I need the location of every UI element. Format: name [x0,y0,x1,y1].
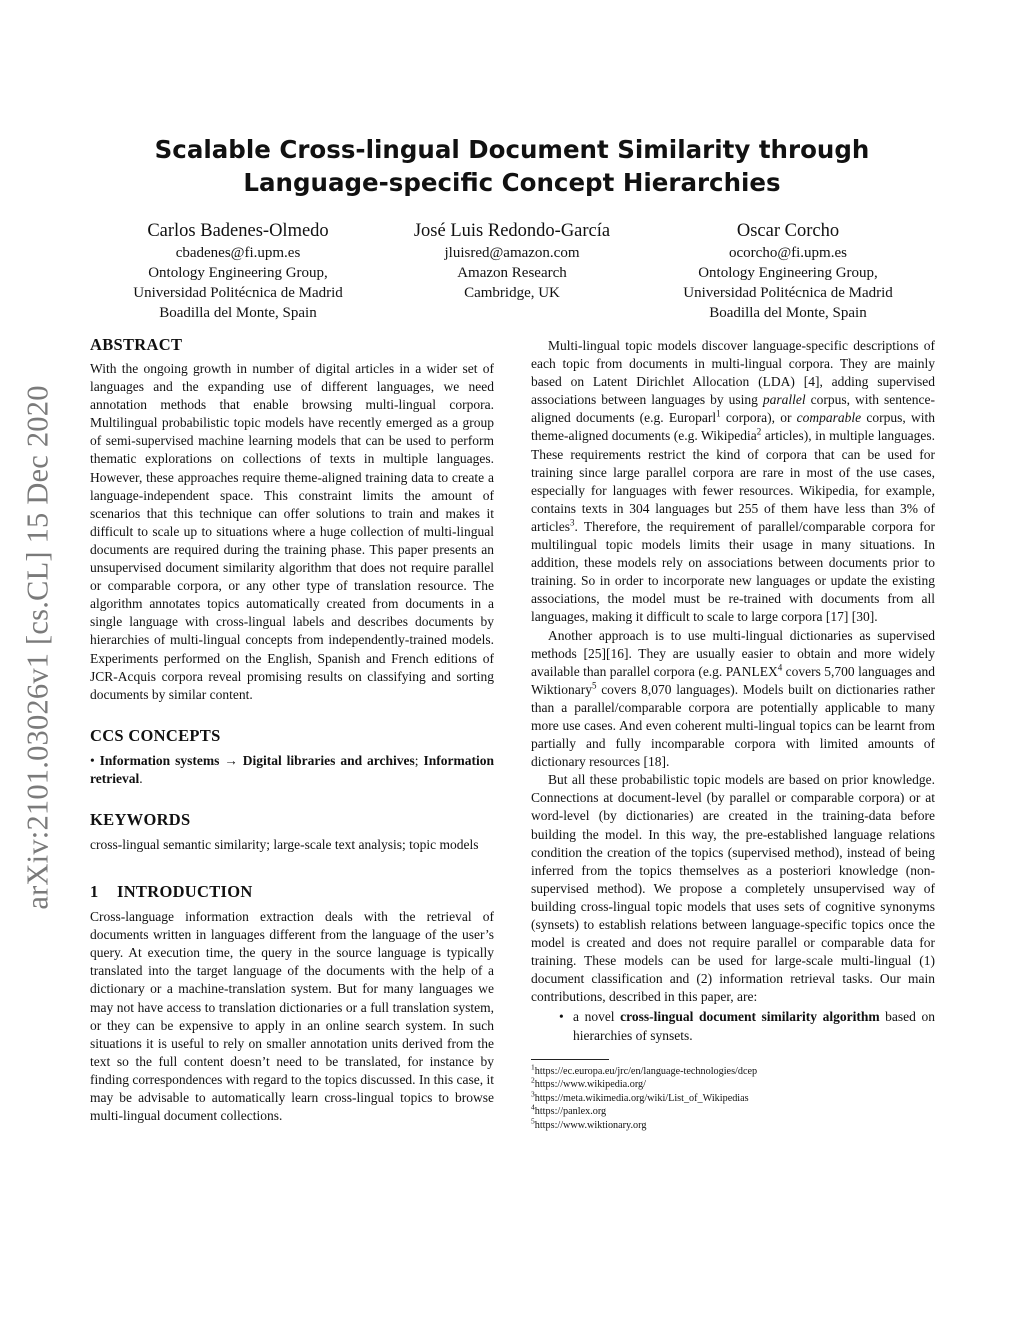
footnote-number: 1 [531,1062,535,1072]
contributions-list [531,1008,935,1044]
author-block-1 [100,220,376,323]
footnote-marker[interactable]: 1 [716,408,721,419]
paper-title [90,133,934,199]
ccs-text [90,752,494,788]
emphasis-text: comparable [796,410,862,426]
author-name: José Luis Redondo-García [413,221,611,241]
text-run: Multi-lingual topic models discover language-specific descriptions of each topic from documents in multi-lingual corpora. They are mainly based on Latent Dirichlet Allocation (LDA) [4], adding supervised associations between languages by using [531,338,935,408]
keywords-heading: KEYWORDS [90,809,191,829]
section-title: INTRODUCTION [117,882,253,902]
author-affiliation: Amazon Research [457,265,567,281]
ccs-arrow: → [224,752,238,768]
ccs-separator: ; [414,752,419,768]
author-email: ocorcho@fi.upm.es [729,245,847,261]
footnote-number: 2 [531,1075,535,1085]
right-column [531,337,935,1132]
text-run: . Therefore, the requirement of parallel/comparable corpora for multilingual topic models limits their usage in many situations. In addition, these models rely on associations between documents prior to training. So in order to incorporate new languages or update the existing associations, the model must be re-trained with documents from all languages, making it difficult to scale to large corpora [17] [30]. [531,518,935,625]
ccs-concept: Information retrieval [90,752,494,786]
list-item [531,1008,935,1044]
footnote [531,1075,935,1092]
text-run: covers 5,700 languages and Wiktionary [531,663,935,697]
ccs-end: . [139,770,143,786]
footnote [531,1116,935,1133]
footnote [531,1102,935,1119]
footnote-number: 3 [531,1089,535,1099]
title-line-1: Scalable Cross-lingual Document Similarity through [154,135,870,164]
text-run: corpora), or [720,410,797,426]
footnote-marker[interactable]: 4 [777,662,783,673]
author-affiliation: Boadilla del Monte, Spain [159,305,317,321]
footnote-link[interactable]: https://www.wiktionary.org [534,1119,647,1131]
author-email: jluisred@amazon.com [444,245,580,261]
author-affiliation: Cambridge, UK [464,285,560,301]
text-run: covers 8,070 languages). Models built on dictionaries rather than a parallel/comparable corpora are potentially applicable to many more use cases. And even coherent multi-lingual topics can be learnt from partially and fully incomparable corpora with limited amounts of dictionary resources [18]. [531,681,935,770]
emphasis-text: parallel [762,392,806,408]
arxiv-identifier-text: arXiv:2101.03026v1 [cs.CL] 15 Dec 2020 [20,384,55,910]
footnote-link[interactable]: https://www.wikipedia.org/ [534,1079,646,1091]
text-run: articles), in multiple languages. These requirements restrict the kind of corpora that can be used for training since large parallel corpora are rare in most of the use cases, especially for languages with fewer resources. Wikipedia, for example, contains texts in 304 languages but 255 of them have less than 3% of articles [531,428,936,534]
author-block-3 [650,220,926,323]
author-email: cbadenes@fi.upm.es [175,245,301,261]
ccs-heading: CCS CONCEPTS [90,725,221,745]
text-run: corpus, with theme-aligned documents (e.g. Wikipedia [531,410,935,444]
author-name: Oscar Corcho [736,221,840,241]
author-name: Carlos Badenes-Olmedo [147,221,329,241]
footnote-marker[interactable]: 5 [591,680,597,691]
introduction-heading [90,881,494,903]
keywords-text: cross-lingual semantic similarity; large-scale text analysis; topic models [90,836,479,852]
abstract-text: With the ongoing growth in number of digital articles in a wider set of languages and the expanding use of different languages, we need annotation methods that enable browsing multi-lingual corpora. Multilingual probabilistic topic models have recently emerged as a group of semi-supervised machine learning models that can be used to perform thematic explorations on collections of texts in multiple languages. However, these approaches require theme-aligned training data to create a language-independent space. This constraint limits the amount of scenarios that this technique can offer solutions to train and makes it difficult to scale up to situations where a huge collection of multi-lingual documents are required during the training phase. This paper presents an unsupervised document similarity algorithm that does not require parallel or comparable corpora, or any other type of translation resource. The algorithm annotates topics automatically created from documents in a single language with cross-lingual labels and describes documents by hierarchies of multi-lingual concepts from independently-trained models. Experiments performed on the English, Spanish and French editions of JCR-Acquis corpora reveal promising results on classifying and sorting documents by similar content. [90,361,494,702]
footnote-rule [531,1059,609,1060]
left-column [90,334,494,1125]
author-affiliation: Boadilla del Monte, Spain [709,305,867,321]
section-number: 1 [90,882,99,902]
author-affiliation: Ontology Engineering Group, [148,265,328,281]
author-affiliation: Universidad Politécnica de Madrid [683,285,893,301]
footnote-number: 5 [531,1116,535,1126]
ccs-concept: Digital libraries and archives [242,752,415,768]
introduction-paragraph: Cross-language information extraction deals with the retrieval of documents written in languages different from the language of the user’s query. At execution time, the query in the source language is typically translated into the target language of the documents with the help of a dictionary or a machine-translation system. But for many languages we may not have access to translation dictionaries or a full translation system, or they can be expensive to apply in an online search system. In such situations it is useful to rely on smaller annotation units derived from the text so the full content doesn’t need to be translated, for instance by finding correspondences with regard to the topics discussed. In this case, it may be advisable to automatically learn cross-lingual topics to browse multi-lingual document collections. [90,909,494,1124]
author-block-2 [374,220,650,303]
footnote-link[interactable]: https://meta.wikimedia.org/wiki/List_of_Wikipedias [534,1092,749,1104]
arxiv-identifier [6,352,70,942]
ccs-bullet: • [90,752,95,768]
author-affiliation: Ontology Engineering Group, [698,265,878,281]
footnote [531,1089,935,1106]
text-run: Another approach is to use multi-lingual dictionaries as supervised methods [25][16]. They are usually easier to obtain and more widely available than parallel corpora (e.g. PANLEX [531,627,935,679]
body-paragraph [531,627,935,772]
body-paragraph [531,337,935,627]
footnote-link[interactable]: https://ec.europa.eu/jrc/en/language-technologies/dcep [534,1065,758,1077]
footnote-number: 4 [531,1102,535,1112]
footnote-marker[interactable]: 2 [756,426,762,437]
footnote-marker[interactable]: 3 [569,517,575,528]
title-line-2: Language-specific Concept Hierarchies [243,168,781,197]
abstract-heading: ABSTRACT [90,335,183,354]
text-run: a novel [573,1009,621,1025]
bold-text: cross-lingual document similarity algorithm [620,1009,880,1025]
text-run: based on hierarchies of synsets. [573,1009,935,1043]
footnote-link[interactable]: https://panlex.org [534,1106,607,1118]
ccs-concept: Information systems [99,752,220,768]
text-run: corpus, with sentence-aligned documents (e.g. Europarl [531,392,935,426]
author-affiliation: Universidad Politécnica de Madrid [133,285,343,301]
footnote [531,1062,935,1079]
bullet-dot: • [559,1009,564,1025]
body-paragraph: But all these probabilistic topic models are based on prior knowledge. Connections at document-level (by parallel or comparable corpora) or at word-level (by dictionaries) are created in the training-data before building the model. In this way, the pre-established language relations condition the creation of the topics (supervised method), instead of being inferred from the topics themselves as a posteriori knowledge (non-supervised method). We propose a completely unsupervised way of building cross-lingual topic models that uses sets of cognitive synonyms (synsets) to establish relations between language-specific topics once the model is created and does not require parallel or comparable data for training. These models can be used for large-scale multi-lingual (1) document classification and (2) information retrieval tasks. Our main contributions, described in this paper, are: [531,772,935,1005]
